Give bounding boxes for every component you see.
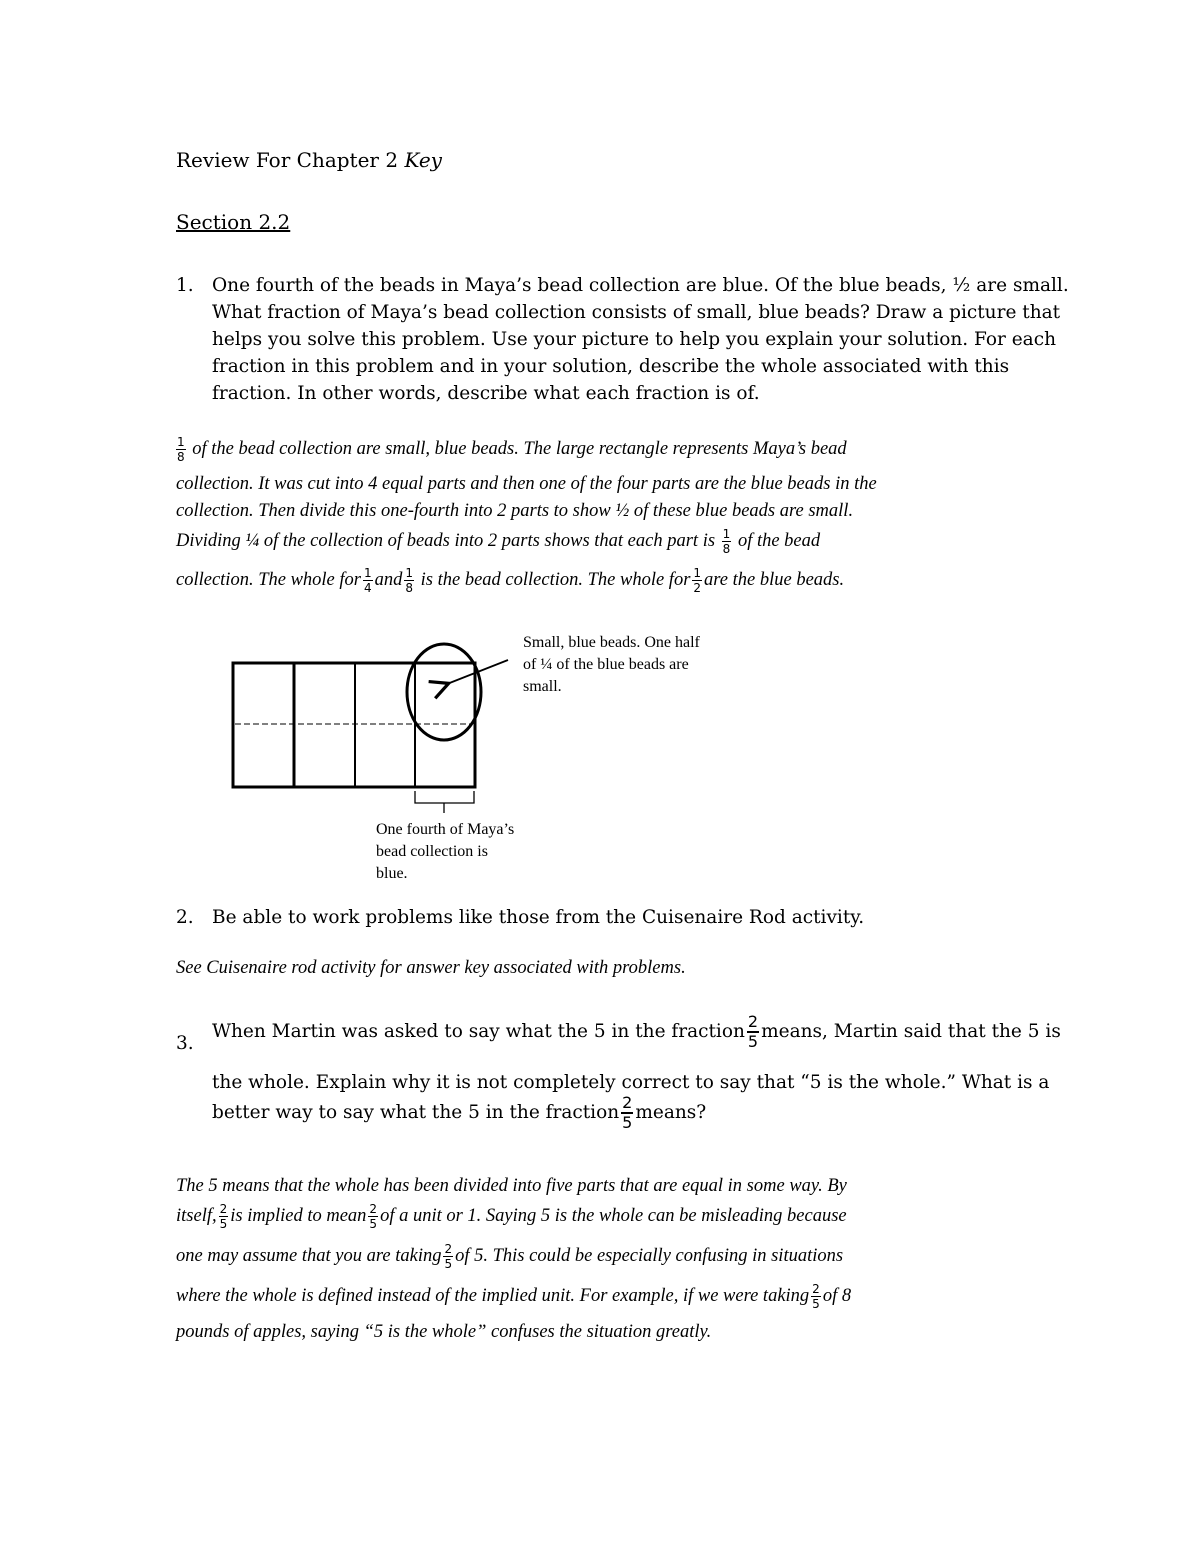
question-text-line: When Martin was asked to say what the 5 in the fraction $\frac{2}{5}$ means, Martin said that the 5 is	[212, 1012, 1061, 1051]
question-number: 2.	[176, 907, 194, 928]
fraction-two-fifths: $\frac{2}{5}$	[369, 1202, 378, 1231]
answer-line: pounds of apples, saying “5 is the whole” confuses the situation greatly.	[176, 1322, 712, 1342]
brace-bracket	[415, 791, 474, 803]
fraction-two-fifths: $\frac{2}{5}$	[747, 1012, 759, 1051]
answer-line: collection. Then divide this one-fourth into 2 parts to show ½ of these blue beads are small.	[176, 501, 854, 521]
fraction-one-eighth: $\frac{1}{8}$	[405, 566, 414, 595]
question-number: 1.	[176, 275, 194, 296]
fraction-one-fourth: $\frac{1}{4}$	[363, 566, 372, 595]
question-text: One fourth of the beads in Maya’s bead collection are blue. Of the blue beads, ½ are small. What fraction of Maya’s bead collection consists of small, blue beads? Draw a picture that helps you solve this problem. Use your picture to help you explain your solution. For each fraction in this problem and in your solution, describe the whole associated with this fraction. In other words, describe what each fraction is of.	[212, 275, 1069, 404]
question-text-line: the whole. Explain why it is not completely correct to say that “5 is the whole.” What is a	[212, 1072, 1050, 1093]
brace-label: One fourth of Maya’s bead collection is blue.	[376, 821, 515, 882]
answer-line: collection. It was cut into 4 equal parts and then one of the four parts are the blue beads in the	[176, 474, 877, 494]
question-number: 3.	[176, 1033, 194, 1054]
fraction-one-eighth: $\frac{1}{8}$	[177, 435, 185, 464]
question-text-line: better way to say what the 5 in the fraction $\frac{2}{5}$ means?	[212, 1093, 707, 1132]
answer-line: Dividing ¼ of the collection of beads into 2 parts shows that each part is $\frac{1}{8}$ of the bead	[176, 527, 821, 556]
answer-line: one may assume that you are taking $\frac{2}{5}$ of 5. This could be especially confusing in situations	[176, 1242, 844, 1271]
fraction-two-fifths: $\frac{2}{5}$	[812, 1282, 820, 1311]
fraction-two-fifths: $\frac{2}{5}$	[444, 1242, 453, 1271]
section-heading: Section 2.2	[176, 210, 291, 234]
answer-line: The 5 means that the whole has been divided into five parts that are equal in some way. By	[176, 1176, 847, 1196]
question-text: Be able to work problems like those from the Cuisenaire Rod activity.	[212, 907, 865, 928]
answer-line: itself, $\frac{2}{5}$ is implied to mean $\frac{2}{5}$ of a unit or 1. Saying 5 is the whole can be misleading because	[176, 1202, 847, 1231]
fraction-two-fifths: $\frac{2}{5}$	[622, 1093, 633, 1132]
answer-line: where the whole is defined instead of the implied unit. For example, if we were taking $\frac{2}{5}$ of 8	[176, 1282, 852, 1311]
fraction-one-eighth: $\frac{1}{8}$	[722, 527, 731, 556]
answer-2: See Cuisenaire rod activity for answer key associated with problems.	[176, 958, 686, 978]
answer-line: $\frac{1}{8}$ of the bead collection are small, blue beads. The large rectangle represents Maya’s bead	[177, 435, 847, 464]
answer-line: collection. The whole for $\frac{1}{4}$ and $\frac{1}{8}$ is the bead collection. The whole for $\frac{1}{2}$ are the blue beads.	[176, 566, 845, 595]
callout-label: Small, blue beads. One half of ¼ of the blue beads are small.	[523, 634, 700, 695]
fraction-two-fifths: $\frac{2}{5}$	[219, 1202, 228, 1231]
fraction-one-half: $\frac{1}{2}$	[693, 566, 702, 595]
document-title: Review For Chapter 2 Key	[176, 148, 442, 172]
small-blue-beads-circle	[407, 644, 481, 740]
